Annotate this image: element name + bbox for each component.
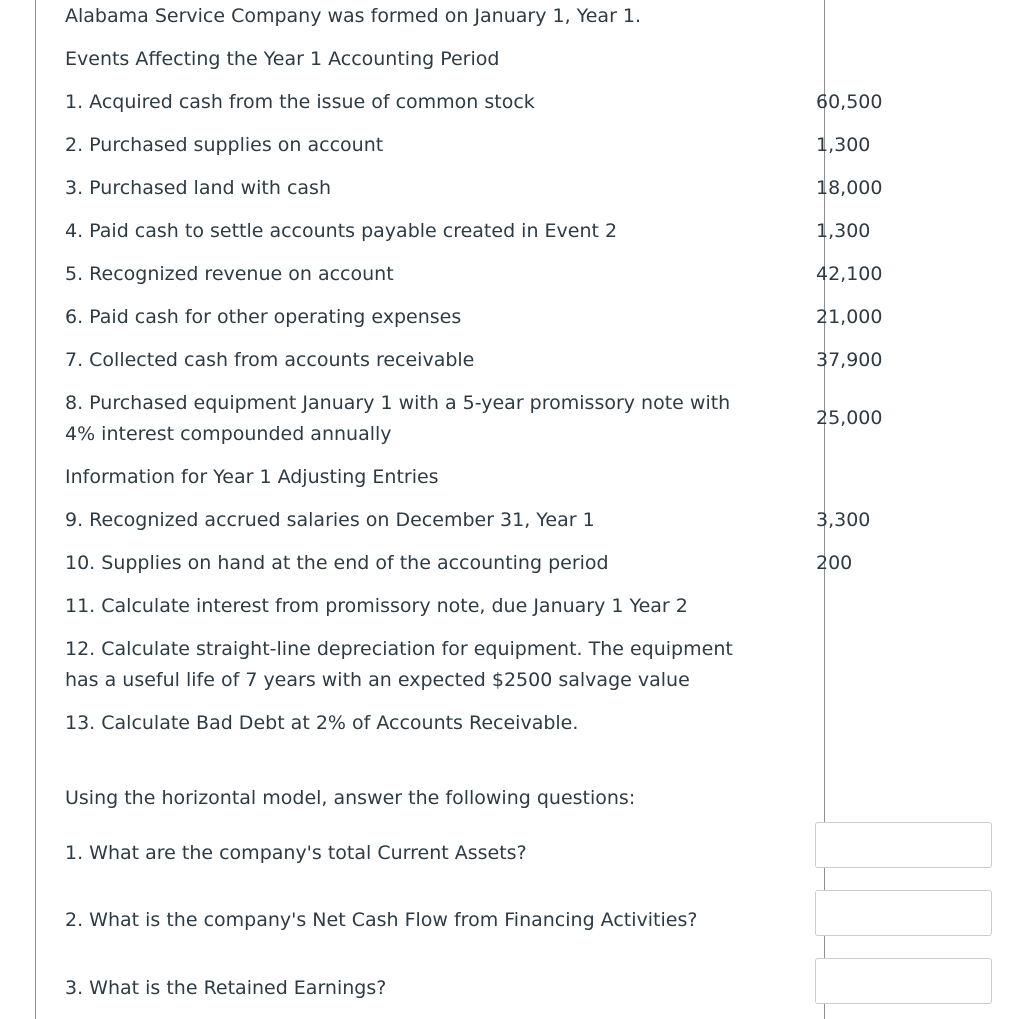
- company-intro: Alabama Service Company was formed on January 1, Year 1.: [65, 5, 642, 27]
- question-1-label: 1. What are the company's total Current Assets?: [65, 842, 527, 864]
- event-2-amount: 1,300: [816, 134, 871, 156]
- event-3-label: 3. Purchased land with cash: [65, 177, 331, 199]
- event-2-label: 2. Purchased supplies on account: [65, 134, 384, 156]
- event-4-label: 4. Paid cash to settle accounts payable created in Event 2: [65, 220, 618, 242]
- question-3-answer-input[interactable]: [815, 958, 992, 1004]
- event-6-amount: 21,000: [816, 306, 883, 328]
- event-8-amount: 25,000: [816, 407, 883, 429]
- adjusting-12-label: 12. Calculate straight-line depreciation for equipment. The equipment has a useful life of 7 years with an expected $2500 salvage value: [65, 638, 733, 691]
- question-2-label: 2. What is the company's Net Cash Flow from Financing Activities?: [65, 909, 698, 931]
- adjusting-9-amount: 3,300: [816, 509, 871, 531]
- adjusting-13-label: 13. Calculate Bad Debt at 2% of Accounts Receivable.: [65, 712, 579, 734]
- event-1-label: 1. Acquired cash from the issue of common stock: [65, 91, 535, 113]
- question-2-answer-input[interactable]: [815, 890, 992, 936]
- event-7-amount: 37,900: [816, 349, 883, 371]
- event-6-label: 6. Paid cash for other operating expenses: [65, 306, 462, 328]
- event-1-amount: 60,500: [816, 91, 883, 113]
- questions-intro: Using the horizontal model, answer the following questions:: [65, 787, 636, 809]
- event-5-amount: 42,100: [816, 263, 883, 285]
- event-4-amount: 1,300: [816, 220, 871, 242]
- event-5-label: 5. Recognized revenue on account: [65, 263, 394, 285]
- event-7-label: 7. Collected cash from accounts receivable: [65, 349, 475, 371]
- left-border: [35, 0, 36, 1019]
- adjusting-heading: Information for Year 1 Adjusting Entries: [65, 466, 439, 488]
- event-8-label: 8. Purchased equipment January 1 with a 5-year promissory note with 4% interest compounded annually: [65, 392, 731, 445]
- event-3-amount: 18,000: [816, 177, 883, 199]
- adjusting-11-label: 11. Calculate interest from promissory note, due January 1 Year 2: [65, 595, 688, 617]
- adjusting-9-label: 9. Recognized accrued salaries on December 31, Year 1: [65, 509, 595, 531]
- question-3-label: 3. What is the Retained Earnings?: [65, 977, 387, 999]
- question-1-answer-input[interactable]: [815, 822, 992, 868]
- adjusting-10-label: 10. Supplies on hand at the end of the accounting period: [65, 552, 609, 574]
- events-heading: Events Affecting the Year 1 Accounting Period: [65, 48, 500, 70]
- adjusting-10-amount: 200: [816, 552, 853, 574]
